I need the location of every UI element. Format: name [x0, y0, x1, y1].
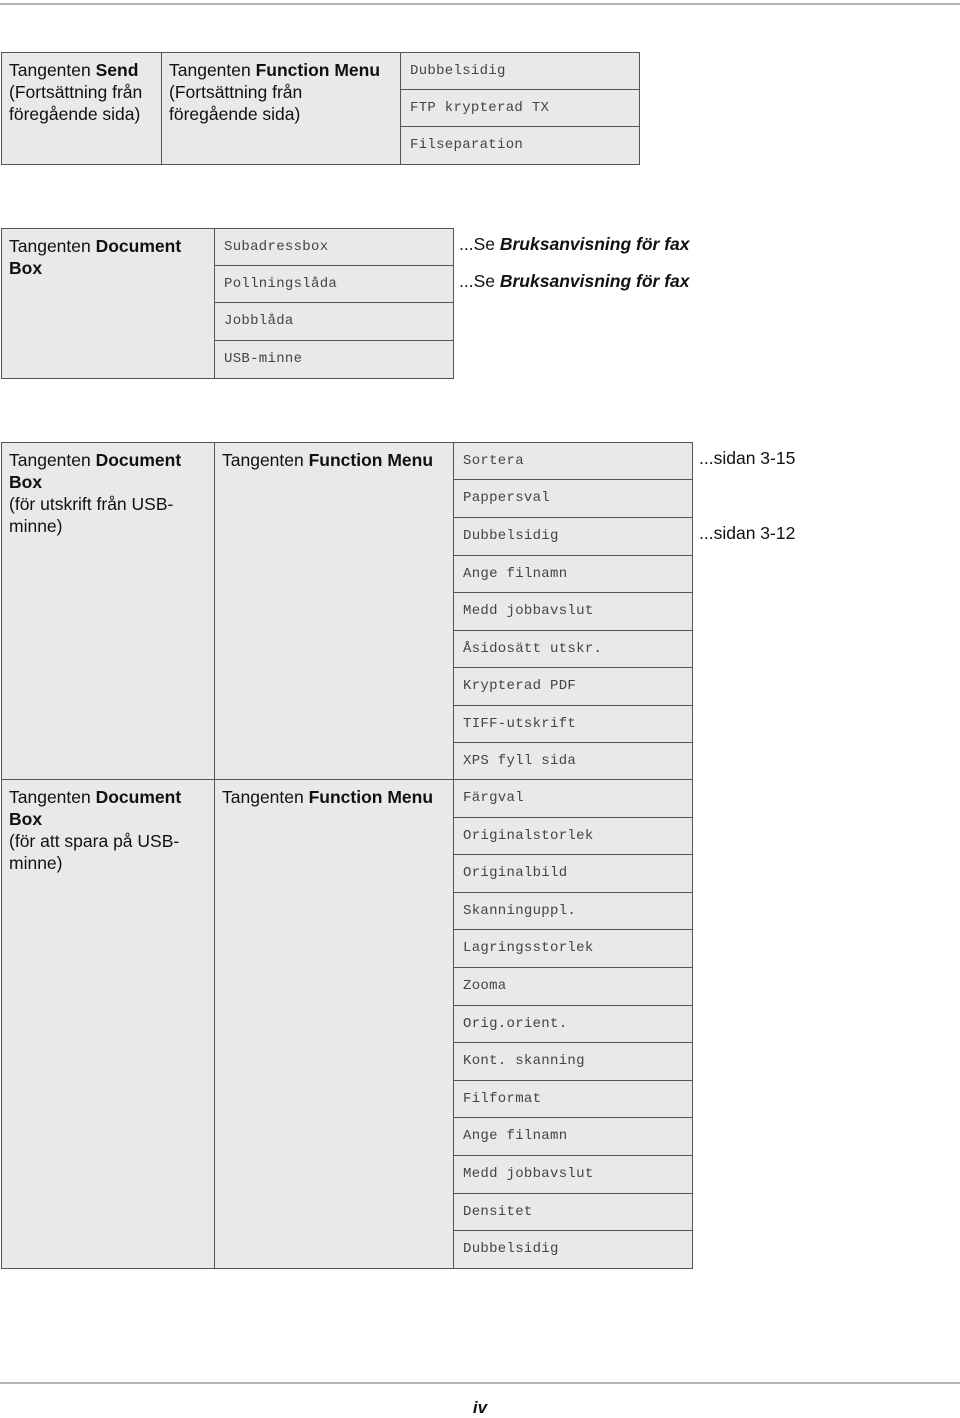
menu-item: Lagringsstorlek — [453, 929, 693, 968]
menu-item: FTP krypterad TX — [400, 89, 640, 127]
menu-item: Ange filnamn — [453, 1117, 693, 1156]
function-menu-name: Function Menu — [255, 60, 381, 80]
menu-item: Sortera — [453, 442, 693, 480]
menu-item: Dubbelsidig — [453, 1230, 693, 1269]
page-number: iv — [472, 1398, 488, 1417]
fax-manual-ref: Bruksanvisning för fax — [499, 271, 690, 291]
document-box-save-cell: Tangenten Document Box (för att spara på USB-minne) — [1, 779, 215, 1269]
send-key-cell — [1, 52, 162, 165]
menu-item: Medd jobbavslut — [453, 592, 693, 631]
menu-item: Originalbild — [453, 854, 693, 893]
page-reference-note: ...sidan 3-15 — [699, 448, 796, 468]
document-box-name: Document Box — [9, 236, 182, 278]
menu-item: USB-minne — [214, 340, 454, 379]
function-menu-prefix: Tangenten — [169, 60, 256, 80]
send-key-continued: (Fortsättning från föregående sida) — [9, 82, 143, 124]
fax-reference-note: ...Se Bruksanvisning för fax — [459, 271, 690, 291]
menu-item: Densitet — [453, 1193, 693, 1231]
menu-item: Originalstorlek — [453, 817, 693, 855]
menu-item: Filseparation — [400, 126, 640, 165]
document-box-name: Document Box — [9, 787, 182, 829]
document-box-prefix: Tangenten — [9, 236, 96, 256]
function-menu-name: Function Menu — [308, 450, 434, 470]
send-key-name: Send — [95, 60, 139, 80]
menu-item: Ange filnamn — [453, 555, 693, 593]
menu-item: Pollningslåda — [214, 265, 454, 303]
menu-item: Kont. skanning — [453, 1042, 693, 1081]
function-menu-cell: Tangenten Function Menu — [214, 442, 454, 780]
top-rule — [0, 3, 960, 5]
usb-print-desc: (för utskrift från USB-minne) — [9, 494, 174, 536]
send-key-prefix: Tangenten — [9, 60, 96, 80]
menu-item: Jobblåda — [214, 302, 454, 341]
document-box-print-cell: Tangenten Document Box (för utskrift från USB-minne) — [1, 442, 215, 780]
function-menu-name: Function Menu — [308, 787, 434, 807]
menu-item: Dubbelsidig — [453, 517, 693, 556]
menu-item: XPS fyll sida — [453, 742, 693, 780]
menu-item: Orig.orient. — [453, 1005, 693, 1043]
usb-save-desc: (för att spara på USB-minne) — [9, 831, 180, 873]
page-reference-note: ...sidan 3-12 — [699, 523, 796, 543]
fax-reference-note: ...Se Bruksanvisning för fax — [459, 234, 690, 254]
function-menu-cell: Tangenten Function Menu — [214, 779, 454, 1269]
bottom-rule — [0, 1382, 960, 1384]
menu-item: Dubbelsidig — [400, 52, 640, 90]
menu-item: Filformat — [453, 1080, 693, 1118]
function-menu-continued: (Fortsättning från föregående sida) — [169, 82, 303, 124]
menu-item: Medd jobbavslut — [453, 1155, 693, 1194]
menu-item: Skanninguppl. — [453, 892, 693, 930]
menu-item: Pappersval — [453, 479, 693, 518]
menu-item: Subadressbox — [214, 228, 454, 266]
menu-item: Krypterad PDF — [453, 667, 693, 706]
menu-item: Färgval — [453, 779, 693, 818]
document-box-name: Document Box — [9, 450, 182, 492]
menu-item: Zooma — [453, 967, 693, 1006]
menu-item: Åsidosätt utskr. — [453, 630, 693, 668]
function-menu-cell — [161, 52, 401, 165]
menu-item: TIFF-utskrift — [453, 705, 693, 743]
document-box-cell — [1, 228, 215, 379]
fax-manual-ref: Bruksanvisning för fax — [499, 234, 690, 254]
